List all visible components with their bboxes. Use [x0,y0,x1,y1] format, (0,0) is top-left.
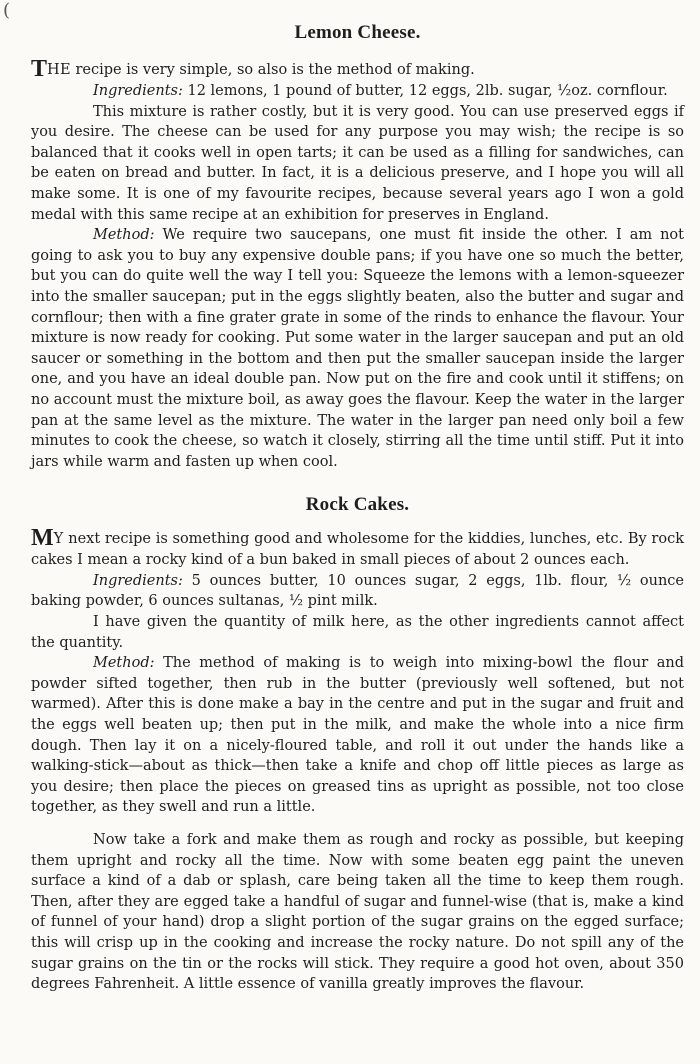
rock-cakes-recipe [31,494,684,994]
lemon-cheese-intro [31,57,684,81]
rock-cakes-paragraph-1: I have given the quantity of milk here, as the other ingredients cannot affect the quantity. [31,614,684,651]
rock-cakes-ingredients-text: 5 ounces butter, 10 ounces sugar, 2 eggs, 1lb. flour, ½ ounce baking powder, 6 ounces sultanas, ½ pint milk. [31,572,684,610]
rock-cakes-title: Rock Cakes. [305,494,410,516]
rock-cakes-paragraph-2: Now take a fork and make them as rough and rocky as possible, but keeping them upright and rocky all the time. Now with some beaten egg paint the uneven surface a kind of a dab or splash, care being taken all the time to keep them rough. Then, after they are egged take a handful of sugar and funnel-wise (that is, make a kind of funnel of your hand) drop a slight portion of the sugar grains on the egged surface; this will crisp up in the cooking and increase the rocky nature. Do not spill any of the sugar grains on the tin or the rocks will stick. They require a good hot oven, about 350 degrees Fahrenheit. A little essence of vanilla greatly improves the flavour. [31,832,684,993]
rock-cakes-method-text: The method of making is to weigh into mixing-bowl the flour and powder sifted together, then rub in the butter (previously well softened, but not warmed). After this is done make a bay in the centre and put in the sugar and fruit and the eggs well beaten up; then put in the milk, and make the whole into a nice firm dough. Then lay it on a nicely-floured table, and roll it out under the hands like a walking-stick—about as thick—then take a knife and chop off little pieces as large as you desire; then place the pieces on greased tins as upright as possible, not too close together, as they swell and run a little. [31,655,684,816]
rock-cakes-dropcap: M [31,525,54,552]
rock-cakes-intro-caps: Y [53,531,64,548]
rock-cakes-method [31,653,684,818]
lemon-cheese-dropcap: T [31,56,48,82]
lemon-cheese-method [31,225,684,472]
lemon-cheese-paragraph-1: This mixture is rather costly, but it is very good. You can use preserved eggs if you desire. The cheese can be used for any purpose you may wish; the recipe is so balanced that it cooks well in open tarts; it can be used as a filling for sandwiches, can be eaten on bread and butter. In fact, it is a delicious preserve, and I hope you will all make some. It is one of my favourite recipes, because several years ago I won a gold medal with this same recipe at an exhibition for preserves in England. [31,103,684,223]
lemon-cheese-recipe [31,22,684,472]
rock-cakes-intro-text: next recipe is something good and wholesome for the kiddies, lunches, etc. By rock cakes I mean a rocky kind of a bun baked in small pieces of about 2 ounces each. [31,531,684,569]
lemon-cheese-method-label: Method: [93,227,155,244]
rock-cakes-ingredients [31,571,684,612]
lemon-cheese-ingredients [31,81,684,102]
lemon-cheese-title: Lemon Cheese. [294,22,421,43]
lemon-cheese-intro-caps: HE [47,62,71,78]
lemon-cheese-intro-text: recipe is very simple, so also is the method of making. [70,62,475,78]
rock-cakes-intro [31,526,684,571]
lemon-cheese-ingredients-text: 12 lemons, 1 pound of butter, 12 eggs, 2lb. sugar, ½oz. cornflour. [182,83,668,99]
lemon-cheese-method-text: We require two saucepans, one must fit inside the other. I am not going to ask you to buy any expensive double pans; if you have one so much the better, but you can do quite well the way I tell you: Squeeze the lemons with a lemon-squeezer into the smaller saucepan; put in the eggs slightly beaten, also the butter and sugar and cornflour; then with a fine grater grate in some of the rinds to enhance the flavour. Your mixture is now ready for cooking. Put some water in the larger saucepan and put an old saucer or something in the bottom and then put the smaller saucepan inside the larger one, and you have an ideal double pan. Now put on the fire and cook until it stiffens; on no account must the mixture boil, as away goes the flavour. Keep the water in the larger pan at the same level as the mixture. The water in the larger pan need only boil a few minutes to cook the cheese, so watch it closely, stirring all the time until stiff. Put it into jars while warm and fasten up when cool. [31,227,684,470]
corner-scan-mark: ( [3,0,11,21]
lemon-cheese-ingredients-label: Ingredients: [93,83,183,99]
rock-cakes-method-label: Method: [93,655,155,672]
rock-cakes-ingredients-label: Ingredients: [93,572,183,589]
